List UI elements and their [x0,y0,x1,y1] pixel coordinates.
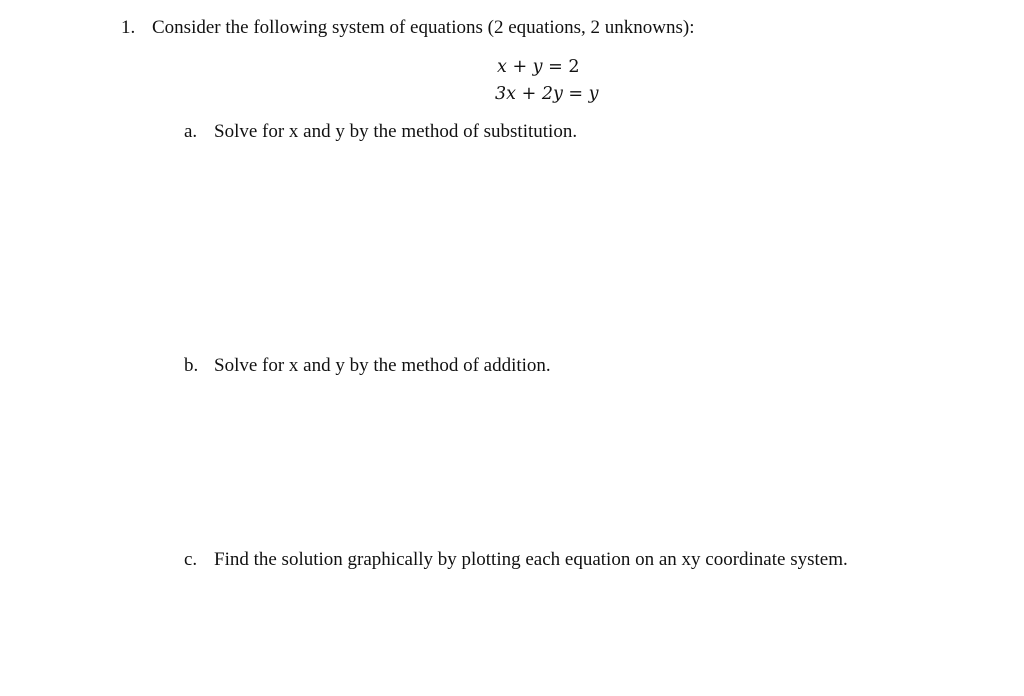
part-a-text: Solve for x and y by the method of substitution. [214,121,578,142]
part-b-label: b. [184,355,199,376]
equation-2-plus: + [516,84,542,104]
equation-2-rhs: y [588,84,599,104]
equation-1 [497,56,580,78]
question-prompt: Consider the following system of equations (2 equations, 2 unknowns): [152,17,695,38]
part-c-text: Find the solution graphically by plotting each equation on an xy coordinate system. [214,549,848,570]
equation-2-equals: = [562,84,589,104]
equation-1-term-x: x [497,57,507,77]
equation-1-equals: = [542,57,569,77]
question-number: 1. [121,17,136,38]
equation-2-term-3x: 3x [495,84,517,104]
part-b-text: Solve for x and y by the method of addition. [214,355,551,376]
part-a-label: a. [184,121,198,142]
part-c-label: c. [184,549,198,570]
equation-1-plus: + [506,57,533,77]
equation-2 [495,83,599,105]
equation-1-rhs: 2 [568,57,580,77]
equation-2-term-2y: 2y [541,84,563,104]
equation-1-term-y: y [532,57,543,77]
